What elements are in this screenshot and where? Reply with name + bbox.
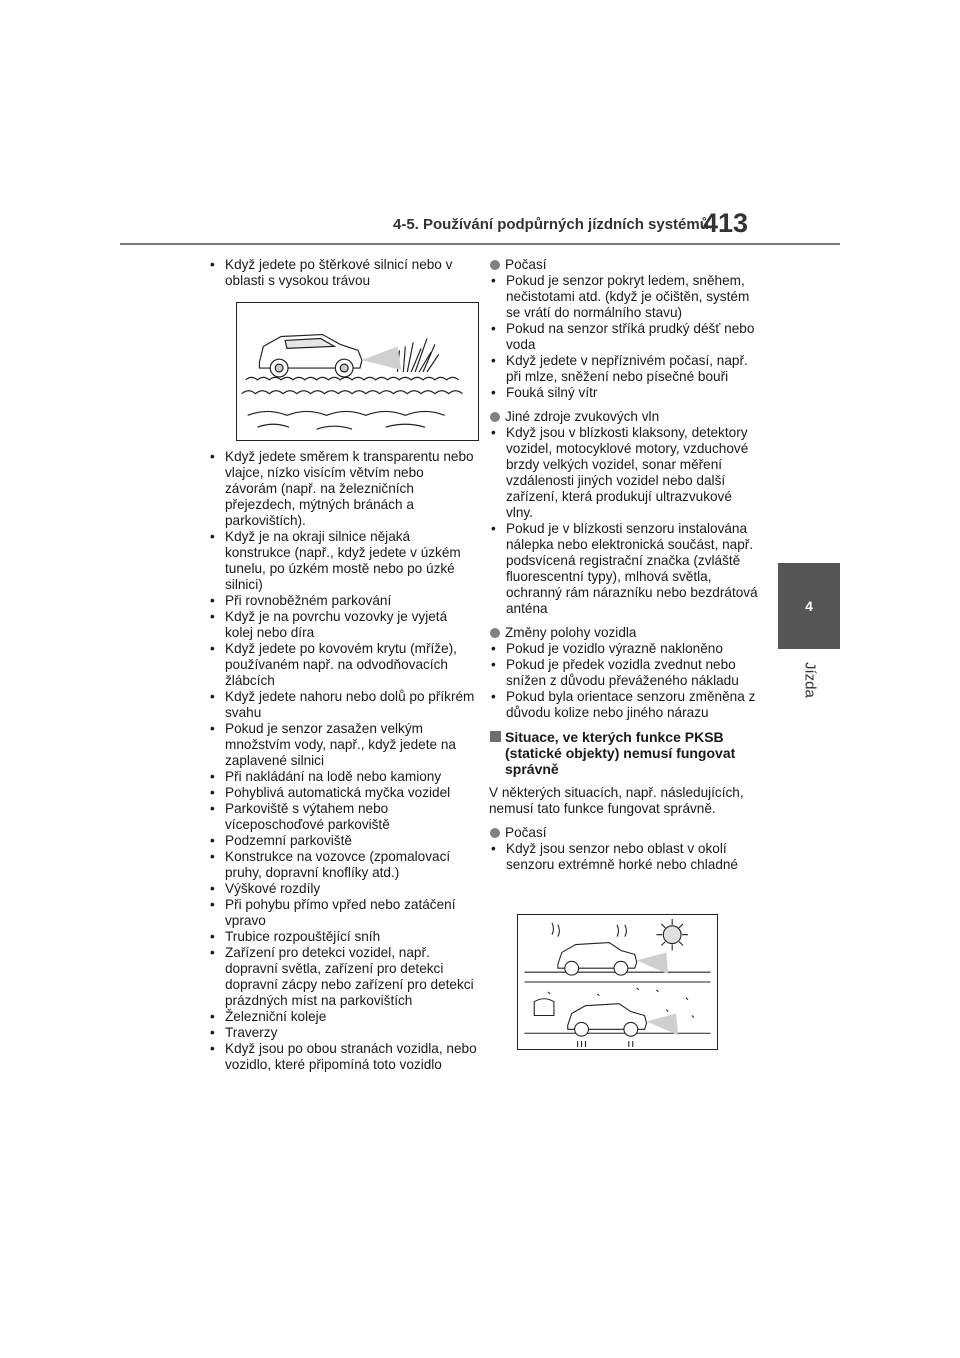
sound-sources-list [489,425,761,617]
chapter-label: Jízda [801,662,819,698]
list-item: • Parkoviště s výtahem nebo víceposchoďové parkoviště [208,801,478,833]
group-heading: Změny polohy vozidla [489,625,761,641]
weather2-group [489,825,761,873]
vehicle-position-group [489,625,761,721]
list-item: • Pohyblivá automatická myčka vozidel [208,785,478,801]
weather-list [489,273,761,401]
list-item: • Pokud je v blízkosti senzoru instalována nálepka nebo elektronická součást, např. podsvícená registrační značka (zvláště fluorescentní typy), mlhová světla, ochranný rám nárazníku nebo bezdrátová anténa [489,521,761,617]
right-column [489,257,761,881]
list-item: • Pokud je senzor zasažen velkým množstvím vody, např., když jedete na zaplavené silnici [208,721,478,769]
list-item: • Když jedete směrem k transparentu nebo vlajce, nízko visícím větvím nebo závorám (např. na železničních přejezdech, mýtných bránách a parkovištích). [208,449,478,529]
header-divider [120,243,840,245]
list-item: • Když jedete v nepříznivém počasí, např. při mlze, sněžení nebo písečné bouři [489,353,761,385]
list-item: • Železniční koleje [208,1009,478,1025]
section-intro: V některých situacích, např. následujících, nemusí tato funkce fungovat správně. [489,785,744,816]
sound-sources-group [489,409,761,617]
section-heading: Situace, ve kterých funkce PKSB (statické objekty) nemusí fungovat správně [489,729,761,777]
list-item: • Pokud je vozidlo výrazně nakloněno [489,641,761,657]
group-heading: Počasí [489,825,761,841]
list-item: • Konstrukce na vozovce (zpomalovací pruhy, dopravní knoflíky atd.) [208,849,478,881]
list-item: • Traverzy [208,1025,478,1041]
list-item: • Při rovnoběžném parkování [208,593,478,609]
list-item: • Když je na okraji silnice nějaká konstrukce (např., když jedete v úzkém tunelu, po úzkém mostě nebo po úzké silnici) [208,529,478,593]
list-item: • Když jedete po štěrkové silnicí nebo v oblasti s vysokou trávou [208,257,478,289]
page-number: 413 [703,208,749,238]
list-item: • Když jsou v blízkosti klaksony, detektory vozidel, motocyklové motory, vzduchové brzdy velkých vozidel, sonar měření vzdálenosti jiných vozidel nebo další zařízení, která produkují ultrazvukové vlny. [489,425,761,521]
extreme-temperature-illustration [517,914,718,1050]
vehicle-position-list [489,641,761,721]
section-title: 4-5. Používání podpůrných jízdních systémů [393,216,709,233]
list-item: • Pokud byla orientace senzoru změněna z důvodu kolize nebo jiného nárazu [489,689,761,721]
gravel-road-illustration [236,302,479,441]
list-item: • Při nakládání na lodě nebo kamiony [208,769,478,785]
weather2-list [489,841,761,873]
left-column [208,257,478,1073]
left-list [208,449,478,1073]
list-item: • Zařízení pro detekci vozidel, např. dopravní světla, zařízení pro detekci dopravní zácpy nebo zařízení pro detekci prázdných míst na parkovištích [208,945,478,1009]
list-item: • Když jedete nahoru nebo dolů po příkrém svahu [208,689,478,721]
group-heading: Počasí [489,257,761,273]
list-item: • Když jsou po obou stranách vozidla, nebo vozidlo, které připomíná toto vozidlo [208,1041,478,1073]
list-item: • Když je na povrchu vozovky je vyjetá kolej nebo díra [208,609,478,641]
list-item: • Když jedete po kovovém krytu (mříže), používaném např. na odvodňovacích žlábcích [208,641,478,689]
group-heading: Jiné zdroje zvukových vln [489,409,761,425]
left-top-list [208,257,478,289]
list-item: • Pokud je předek vozidla zvednut nebo snížen z důvodu převáženého nákladu [489,657,761,689]
weather-group [489,257,761,401]
list-item: • Výškové rozdíly [208,881,478,897]
list-item: • Když jsou senzor nebo oblast v okolí senzoru extrémně horké nebo chladné [489,841,761,873]
list-item: • Podzemní parkoviště [208,833,478,849]
list-item: • Fouká silný vítr [489,385,761,401]
list-item: • Pokud na senzor stříká prudký déšť nebo voda [489,321,761,353]
list-item: • Trubice rozpouštějící sníh [208,929,478,945]
chapter-tab[interactable]: 4 [778,563,840,649]
list-item: • Pokud je senzor pokryt ledem, sněhem, nečistotami atd. (když je očištěn, systém se vrátí do normálního stavu) [489,273,761,321]
list-item: • Při pohybu přímo vpřed nebo zatáčení vpravo [208,897,478,929]
